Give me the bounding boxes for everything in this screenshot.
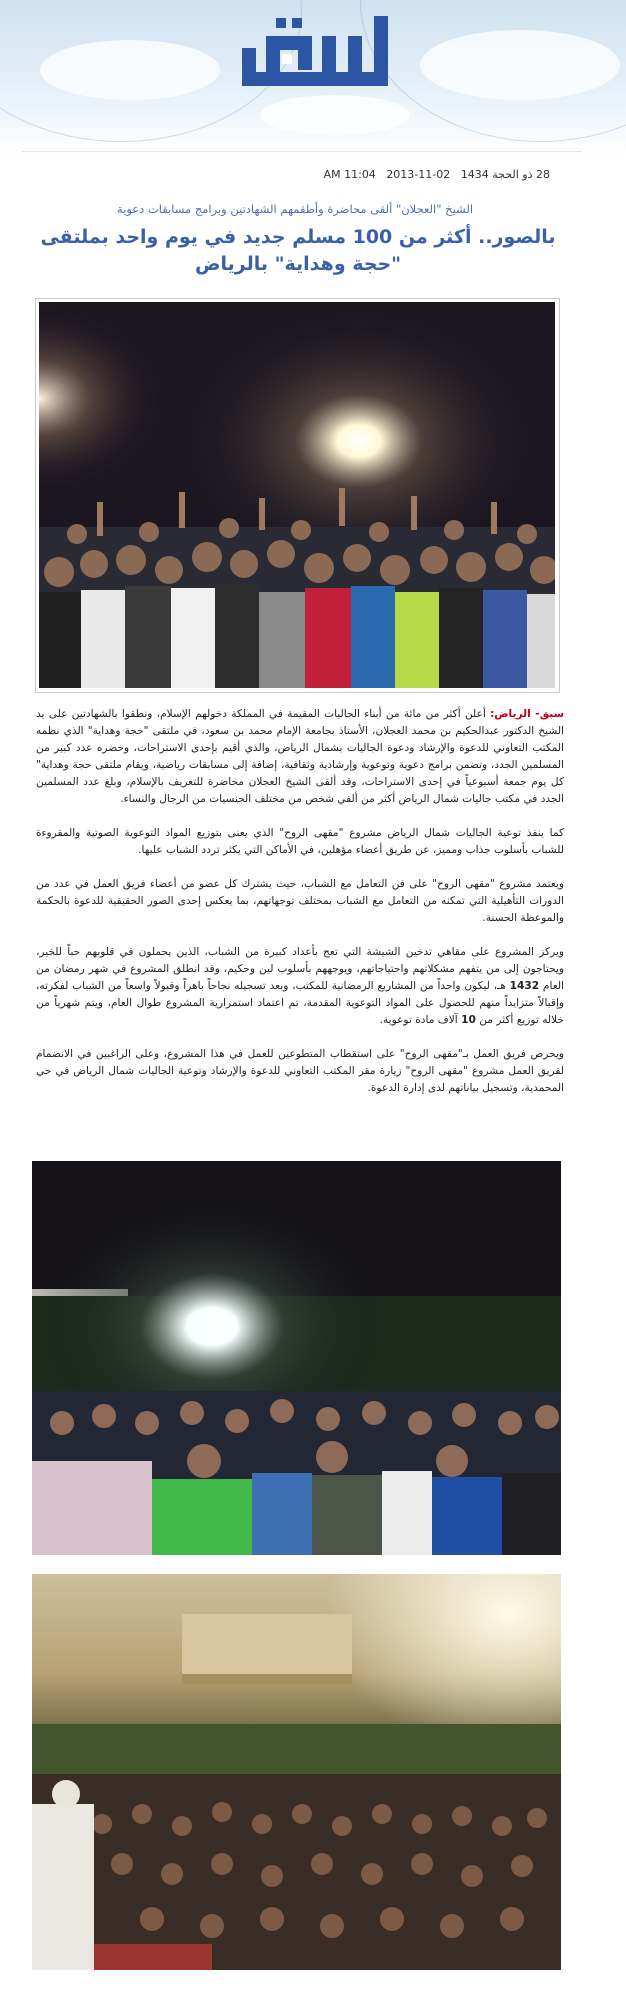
- paragraph-5: ويحرص فريق العمل بـ"مقهى الروح" على استقطاب المتطوعين للعمل في هذا المشروع، وعلى الراغبين في الانضمام لفريق العمل مشروع "مقهى الروح" زيارة مقر المكتب التعاوني للدعوة والإرشاد وتوعية الجاليات شمال الرياض في حي المحمدية، وتسجيل بياناتهم لدى إدارة الدعوة.: [36, 1048, 564, 1094]
- article-photo-3[interactable]: [32, 1574, 561, 1970]
- article-photo-2[interactable]: [32, 1161, 561, 1555]
- publish-time: 11:04 AM: [323, 168, 376, 181]
- dateline-place: سبق- الرياض:: [490, 708, 564, 720]
- paragraph-1-text: أعلن أكثر من مائة من أبناء الجاليات المقيمة في المملكة دخولهم الإسلام، ونطقوا بالشهادتين على يد الشيخ الدكتور عبدالحكيم بن محمد العجلان، الأستاذ بجامعة الإمام محمد بن سعود، في ملتقى "حجة وهداية" الذي نظمه المكتب التعاوني للدعوة والإرشاد ودعوة الجاليات بشمال الرياض، والذي أقيم بإحدى الاستراحات، وحضره عدد كبير من المسلمين الجدد، وتضمن برامج دعوية وتوعوية وإرشادية وثقافية، إضافة إلى مسابقات رياضية، ويقام ملتقى حجة وهداية" كل يوم جمعة أسبوعياً في إحدى الاستراحات، وقد ألقى الشيخ العجلان محاضرة للتعريف بالإسلام، وبلغ عدد المسلمين الجدد في مكتب جاليات شمال الرياض أكثر من ألفي شخص من مختلف الجنسيات من الرجال والنساء.: [36, 708, 564, 805]
- article-kicker: الشيخ "العجلان" ألقى محاضرة وأطقمهم الشهادتين وبرامج مسابقات دعوية: [116, 202, 474, 216]
- article-headline: بالصور.. أكثر من 100 مسلم جديد في يوم واحد بملتقى "حجة وهداية" بالرياض: [40, 226, 556, 275]
- paragraph-4: [36, 944, 564, 1029]
- article-photo-1[interactable]: [39, 302, 555, 688]
- logo-mark: [236, 12, 394, 98]
- paragraph-4-text: آلاف مادة توعوية.: [379, 1014, 458, 1026]
- header-cloud: [260, 95, 410, 135]
- paragraph-4-text: ويركز المشروع على مقاهي تدخين الشيشة التي تعج بأعداد كبيرة من الشباب، الذين يحملون في قلوبهم حباً للخير، ويحتاجون إلى من يتفهم مشكلاتهم واحتياجاتهم، ويوجههم بأسلوب لين وحكيم، وقد انطلق المشروع في شهر رمضان من العام: [36, 946, 564, 992]
- hijri-date: 28 ذو الحجة 1434: [460, 168, 550, 181]
- header-divider: [22, 151, 582, 152]
- publish-date: [324, 168, 550, 181]
- gregorian-date: 02-11-2013: [386, 168, 451, 181]
- year-number: 1432: [509, 980, 540, 992]
- paragraph-3: ويعتمد مشروع "مقهى الروح" على فن التعامل مع الشباب، حيث يشترك كل عضو من أعضاء فريق العمل في عدد من الدورات التأهيلية التي تمكنه من التعامل مع الشباب بمختلف توجهاتهم، بما يعكس إحدى الصور الحقيقية للدعوة بالحكمة والموعظة الحسنة.: [36, 878, 564, 924]
- site-logo[interactable]: [236, 12, 394, 98]
- article-body: [36, 706, 564, 1097]
- paragraph-4-text: هـ، ليكون واحداً من المشاريع الرمضانية للمكتب، وبعد تسجيله نجاحاً باهراً وقبولاً واسعاً من الشباب لفكرته، وإقبالاً متزايداً منهم للحصول على المواد التوعوية المقدمة، تم اعتماد استمرارية المشروع طوال العام، ويتم شهرياً من خلاله توزيع أكثر من: [36, 980, 564, 1026]
- paragraph-2: كما ينفذ توعية الجاليات شمال الرياض مشروع "مقهى الروح" الذي يعنى بتوزيع المواد التوعوية الصوتية والمقروءة للشباب بأسلوب جذاب ومميز، عن طريق أعضاء مؤهلين، في الأماكن التي يكثر تردد الشباب عليها.: [36, 827, 564, 856]
- count-number: 10: [461, 1014, 476, 1026]
- paragraph-1: [36, 706, 564, 808]
